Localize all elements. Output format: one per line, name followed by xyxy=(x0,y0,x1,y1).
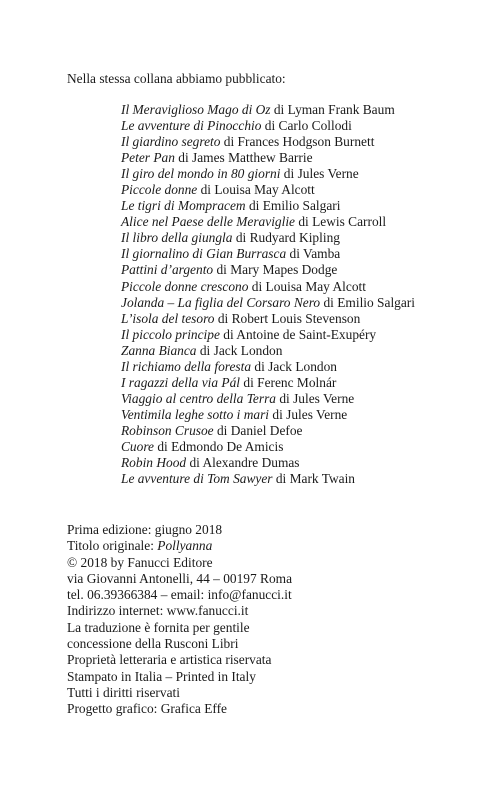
rights-reserved: Proprietà letteraria e artistica riservata xyxy=(67,652,272,668)
book-author: di Mark Twain xyxy=(272,471,355,487)
book-author: di Lewis Carroll xyxy=(295,214,387,230)
book-entry xyxy=(121,246,415,262)
book-author: di Jules Verne xyxy=(280,166,359,182)
book-entry xyxy=(121,150,415,166)
book-author: di Lyman Frank Baum xyxy=(270,102,395,117)
book-entry xyxy=(121,455,415,471)
book-title: Il richiamo della foresta xyxy=(121,358,252,374)
all-rights: Tutti i diritti riservati xyxy=(67,684,180,700)
book-author: di Frances Hodgson Burnett xyxy=(220,134,375,150)
book-author: di Jack London xyxy=(251,358,337,374)
book-title: Jolanda – La figlia del Corsaro Nero xyxy=(121,294,321,310)
book-title: Piccole donne xyxy=(121,182,198,198)
book-title: Robin Hood xyxy=(121,455,187,471)
book-title: Il piccolo principe xyxy=(121,326,220,342)
book-title: Il giornalino di Gian Burrasca xyxy=(121,246,287,262)
graphic-design: Progetto grafico: Grafica Effe xyxy=(67,701,227,717)
book-entry xyxy=(121,118,415,134)
book-author: di Mary Mapes Dodge xyxy=(213,262,338,278)
book-title: Alice nel Paese delle Meraviglie xyxy=(121,214,295,230)
book-entry xyxy=(121,343,415,359)
book-author: di Robert Louis Stevenson xyxy=(214,310,361,326)
original-title-label: Titolo originale: xyxy=(67,538,158,554)
book-author: di Vamba xyxy=(286,246,341,262)
book-title: Peter Pan xyxy=(121,150,175,166)
book-title: Il Meraviglioso Mago di Oz xyxy=(121,102,271,117)
book-entry xyxy=(121,439,415,455)
book-entry xyxy=(121,407,415,423)
book-author: di Emilio Salgari xyxy=(320,294,415,310)
book-entry xyxy=(121,391,415,407)
book-title: L’isola del tesoro xyxy=(121,310,215,326)
book-author: di Jules Verne xyxy=(275,390,355,406)
translation-note-line2: concessione della Rusconi Libri xyxy=(67,636,239,652)
book-author: di Alexandre Dumas xyxy=(186,455,300,471)
original-title-line xyxy=(67,538,292,554)
publisher-contacts: tel. 06.39366384 – email: info@fanucci.it xyxy=(67,587,292,603)
book-author: di Carlo Collodi xyxy=(261,118,352,134)
book-title: Le tigri di Mompracem xyxy=(121,198,246,214)
book-list xyxy=(121,102,415,487)
book-entry xyxy=(121,230,415,246)
book-author: di Daniel Defoe xyxy=(213,422,303,438)
book-entry xyxy=(121,262,415,278)
series-intro: Nella stessa collana abbiamo pubblicato: xyxy=(67,71,286,86)
book-author: di Jules Verne xyxy=(269,406,348,422)
book-entry xyxy=(121,359,415,375)
translation-note-line1: La traduzione è fornita per gentile xyxy=(67,619,250,635)
book-title: Il giardino segreto xyxy=(121,134,221,150)
book-title: Pattini d’argento xyxy=(121,262,214,278)
copyright: © 2018 by Fanucci Editore xyxy=(67,554,213,570)
printed-in: Stampato in Italia – Printed in Italy xyxy=(67,668,256,684)
book-author: di Jack London xyxy=(196,342,283,358)
book-author: di Rudyard Kipling xyxy=(232,230,340,246)
book-entry xyxy=(121,295,415,311)
book-entry xyxy=(121,311,415,327)
book-author: di Emilio Salgari xyxy=(245,198,341,214)
colophon-block xyxy=(67,522,292,718)
book-entry xyxy=(121,182,415,198)
original-title: Pollyanna xyxy=(157,538,213,554)
book-title: Le avventure di Tom Sawyer xyxy=(121,471,273,487)
book-author: di Ferenc Molnár xyxy=(240,374,337,390)
publisher-address: via Giovanni Antonelli, 44 – 00197 Roma xyxy=(67,570,293,586)
publisher-website: Indirizzo internet: www.fanucci.it xyxy=(67,603,249,619)
book-title: Robinson Crusoe xyxy=(121,422,214,438)
book-author: di Antoine de Saint-Exupéry xyxy=(219,326,377,342)
book-title: Ventimila leghe sotto i mari xyxy=(121,406,270,422)
book-entry xyxy=(121,134,415,150)
book-entry xyxy=(121,471,415,487)
book-entry xyxy=(121,102,415,118)
book-title: Piccole donne crescono xyxy=(121,278,249,294)
book-title: Il giro del mondo in 80 giorni xyxy=(121,166,281,182)
book-entry xyxy=(121,423,415,439)
book-title: Zanna Bianca xyxy=(121,342,197,358)
book-entry xyxy=(121,214,415,230)
book-title: Il libro della giungla xyxy=(121,230,233,246)
book-author: di Louisa May Alcott xyxy=(197,182,315,198)
book-title: Viaggio al centro della Terra xyxy=(121,390,276,406)
book-title: Le avventure di Pinocchio xyxy=(121,118,262,134)
book-author: di Louisa May Alcott xyxy=(248,278,366,294)
first-edition: Prima edizione: giugno 2018 xyxy=(67,522,223,537)
book-title: I ragazzi della via Pál xyxy=(121,374,241,390)
book-title: Cuore xyxy=(121,438,154,454)
book-entry xyxy=(121,327,415,343)
book-entry xyxy=(121,166,415,182)
book-entry xyxy=(121,375,415,391)
book-author: di Edmondo De Amicis xyxy=(153,438,284,454)
book-author: di James Matthew Barrie xyxy=(174,150,313,166)
book-entry xyxy=(121,279,415,295)
book-entry xyxy=(121,198,415,214)
